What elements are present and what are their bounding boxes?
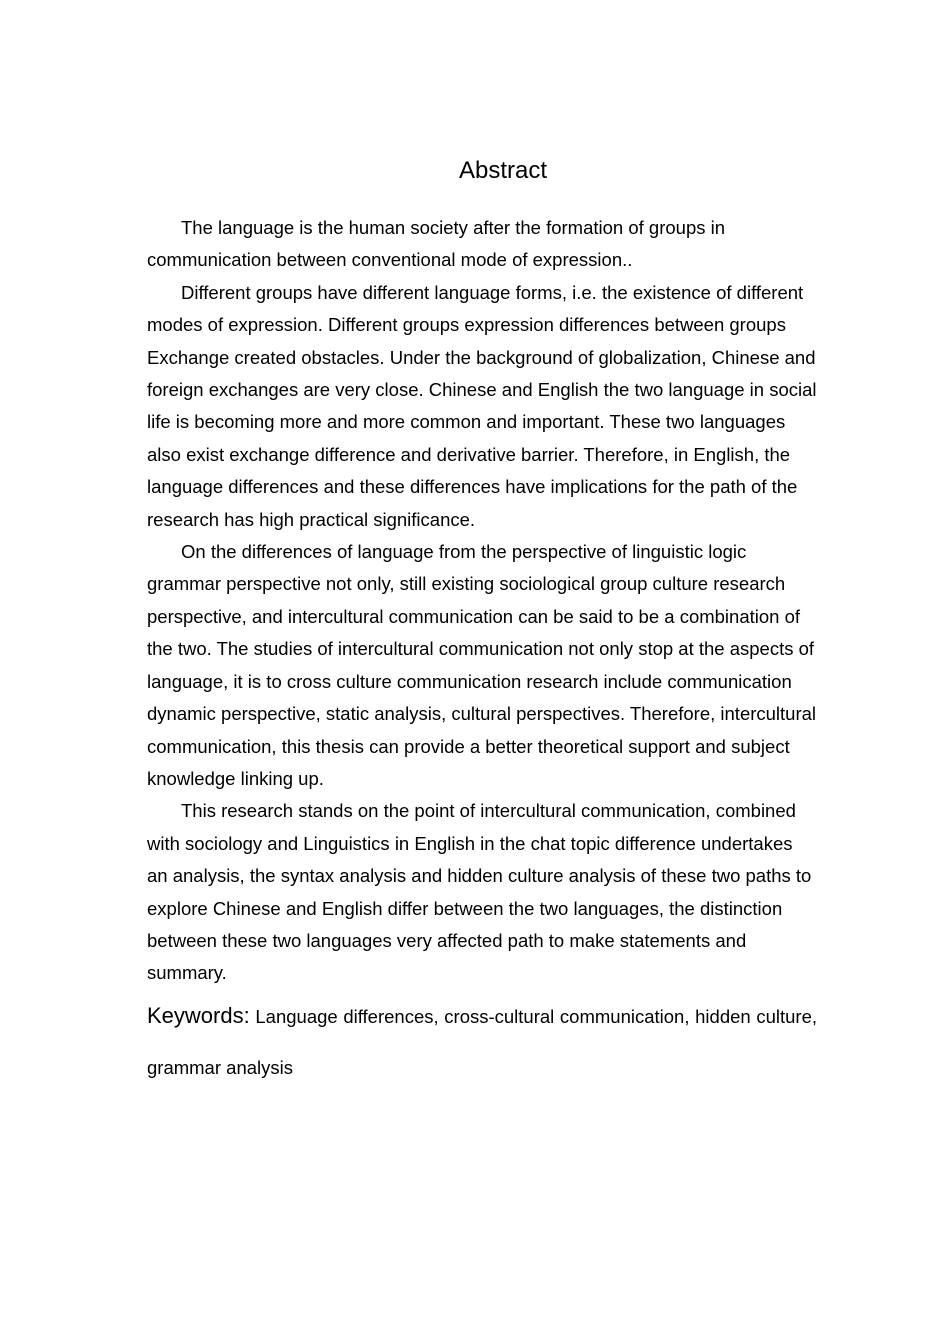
paragraph-3: On the differences of language from the perspective of linguistic logic grammar perspective not only, still existing sociological group culture research perspective, and intercultural communication can be said to be a combination of the two. The studies of intercultural communication not only stop at the aspects of language, it is to cross culture communication research include communication dynamic perspective, static analysis, cultural perspectives. Therefore, intercultural communication, this thesis can provide a better theoretical support and subject knowledge linking up.	[147, 541, 817, 789]
paragraph-2: Different groups have different language forms, i.e. the existence of different modes of expression. Different groups expression differences between groups Exchange created obstacles. Under the background of globalization, Chinese and foreign exchanges are very close. Chinese and English the two language in social life is becoming more and more common and important. These two languages also exist exchange difference and derivative barrier. Therefore, in English, the language differences and these differences have implications for the path of the research has high practical significance.	[147, 281, 817, 530]
paragraph-4: This research stands on the point of intercultural communication, combined with sociology and Linguistics in English in the chat topic difference undertakes an analysis, the syntax analysis and hidden culture analysis of these two paths to explore Chinese and English differ between the two languages, the distinction between these two languages very affected path to make statements and summary.	[147, 800, 812, 984]
keywords-label: Keywords:	[147, 1002, 250, 1028]
keywords-line	[147, 990, 817, 1093]
keywords-text: Language differences, cross-cultural communication, hidden culture, grammar analysis	[147, 1005, 817, 1078]
abstract-body	[147, 212, 817, 1093]
paragraph-1: The language is the human society after the formation of groups in communication between conventional mode of expression..	[147, 217, 726, 271]
abstract-title: Abstract	[458, 157, 548, 184]
